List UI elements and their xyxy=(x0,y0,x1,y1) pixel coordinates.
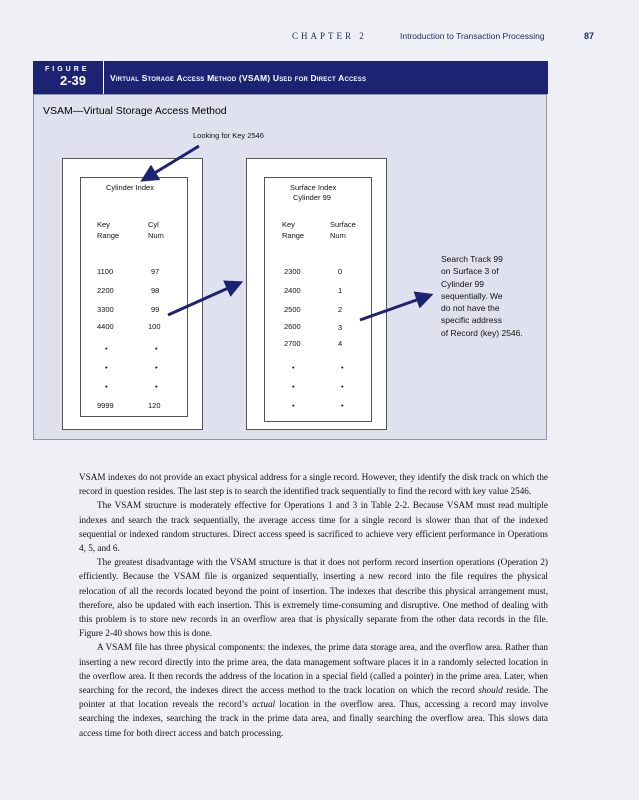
surf-row-key: 2400 xyxy=(284,286,301,295)
surf-row-key: • xyxy=(292,363,295,372)
surface-index-title: Surface Index xyxy=(290,183,337,192)
surf-row-key: 2600 xyxy=(284,322,301,331)
surf-row-key: 2500 xyxy=(284,305,301,314)
cyl-row-key: • xyxy=(105,344,108,353)
figure-label: FIGURE xyxy=(45,66,90,73)
surf-row-num: 1 xyxy=(338,286,343,295)
cyl-col-num-header-2: Num xyxy=(148,231,164,240)
arrow-to-search-note xyxy=(360,297,425,320)
arrow-to-cylinder-index xyxy=(148,146,199,177)
cyl-row-key: 2200 xyxy=(97,286,114,295)
surf-row-num: • xyxy=(341,401,344,410)
paragraph: The greatest disadvantage with the VSAM structure is that it does not perform record insertion operations (Operation 2) efficiently. Because the VSAM file is organized sequentially, inserting a new record into the file requires the physical relocation of all the records located beyond the point of insertion. The indexes that describe this physical arrangement must, therefore, also be updated with each insertion. This is extremely time-consuming and disruptive. One method of dealing with this problem is to store new records in an overflow area that is physically separate from the other data records in the file. Figure 2-40 shows how this is done. xyxy=(79,557,548,639)
cyl-row-key: 4400 xyxy=(97,322,114,331)
paragraph: VSAM indexes do not provide an exact physical address for a single record. However, they identify the disk track on which the record in question resides. The last step is to search the identified track sequentially to find the record with key value 2546. xyxy=(79,472,548,497)
cyl-col-num-header: Cyl xyxy=(148,220,159,229)
surf-row-num: • xyxy=(341,363,344,372)
cyl-row-key: • xyxy=(105,382,108,391)
cyl-row-num: 98 xyxy=(151,286,160,295)
surf-row-key: • xyxy=(292,401,295,410)
surf-row-num: 2 xyxy=(338,305,343,314)
surf-col-key-header: Key xyxy=(282,220,295,229)
search-note-line: of Record (key) 2546. xyxy=(441,327,523,338)
emphasis-should: should xyxy=(478,685,503,696)
paragraph-text: A VSAM file has three physical components: the indexes, the prime data storage area, and the overflow area. Rather than inserting a new record directly into the prime area, the data management software places it in a randomly selected location in the overflow area. It then records the address of the location in a special field (called a pointer) in the prime area. Later, when searching for the record, the indexes direct the access method to the track location on which the record xyxy=(79,642,548,696)
surf-row-key: • xyxy=(292,382,295,391)
cyl-row-num: • xyxy=(155,363,158,372)
surf-row-num: 4 xyxy=(338,339,343,348)
emphasis-actual: actual xyxy=(252,699,276,710)
cyl-row-key: • xyxy=(105,363,108,372)
surf-col-num-header: Surface xyxy=(330,220,356,229)
cyl-col-key-header-2: Range xyxy=(97,231,120,240)
search-note-line: Search Track 99 xyxy=(441,254,503,264)
paragraph-text: location in the overflow area. Thus, accessing a record may involve searching the indexes, searching the track in the prime data area, and finally searching the overflow area. This slows data access time for both direct access and batch processing. xyxy=(79,699,548,738)
search-note-line: Cylinder 99 xyxy=(441,278,484,289)
surf-col-key-header-2: Range xyxy=(282,231,305,240)
chapter-title: Introduction to Transaction Processing xyxy=(400,31,545,41)
cyl-row-key: 9999 xyxy=(97,401,114,410)
cyl-row-num: 120 xyxy=(148,401,161,410)
surface-index-subtitle: Cylinder 99 xyxy=(293,193,331,202)
cyl-col-key-header: Key xyxy=(97,220,110,229)
surf-row-num: • xyxy=(341,382,344,391)
cyl-row-key: 1100 xyxy=(97,267,114,276)
cylinder-index-title: Cylinder Index xyxy=(106,183,154,192)
arrow-to-surface-index xyxy=(168,285,235,315)
cyl-row-num: 97 xyxy=(151,267,160,276)
surf-row-key: 2300 xyxy=(284,267,301,276)
paragraph-text: reside. The pointer at that location reveals the record’s xyxy=(79,685,548,710)
figure-number: 2-39 xyxy=(60,73,87,88)
cyl-row-num: • xyxy=(155,382,158,391)
paragraph xyxy=(79,640,548,739)
cyl-row-num: 100 xyxy=(148,322,161,331)
figure-title: Virtual Storage Access Method (VSAM) Used for Direct Access xyxy=(110,73,367,83)
chapter-label: CHAPTER 2 xyxy=(292,31,367,41)
search-note-line: specific address xyxy=(441,315,502,326)
surf-row-num: 0 xyxy=(338,267,343,276)
search-note-line: on Surface 3 of xyxy=(441,266,499,277)
body-text xyxy=(79,470,548,740)
cyl-row-key: 3300 xyxy=(97,305,114,314)
looking-for-key-label: Looking for Key 2546 xyxy=(193,131,264,140)
paragraph: The VSAM structure is moderately effective for Operations 1 and 3 in Table 2-2. Because VSAM must read multiple indexes and search the track sequentially, the average access time for a single record is slower than that of the indexed sequential or indexed random structures. Direct access speed is sacrificed to achieve very efficient performance in Operations 4, 5, and 6. xyxy=(79,500,548,554)
cyl-row-num: 99 xyxy=(151,305,160,314)
search-note-line: do not have the xyxy=(441,303,500,314)
surf-col-num-header-2: Num xyxy=(330,231,346,240)
search-note-line: sequentially. We xyxy=(441,290,503,301)
page-number: 87 xyxy=(584,31,595,41)
surf-row-key: 2700 xyxy=(284,339,301,348)
cyl-row-num: • xyxy=(155,344,158,353)
diagram-title: VSAM—Virtual Storage Access Method xyxy=(43,105,227,117)
surf-row-num: 3 xyxy=(338,323,343,332)
